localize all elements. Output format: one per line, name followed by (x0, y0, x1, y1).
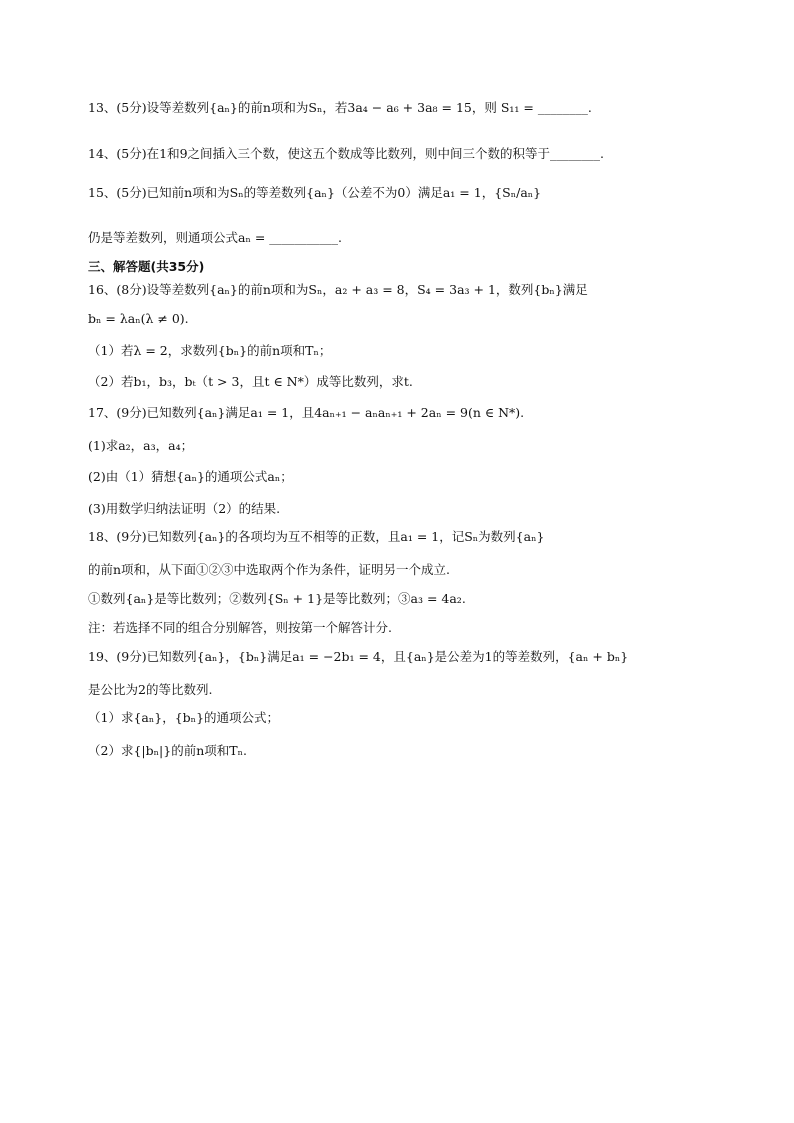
question-17-part-3: (3)用数学归纳法证明（2）的结果. (88, 501, 281, 516)
question-16-part-1: （1）若λ = 2，求数列{bₙ}的前n项和Tₙ； (88, 343, 332, 358)
question-18-options: ①数列{aₙ}是等比数列；②数列{Sₙ + 1}是等比数列；③a₃ = 4a₂. (88, 591, 466, 606)
question-13: 13、(5分)设等差数列{aₙ}的前n项和为Sₙ，若3a₄ − a₆ + 3a₈ = 15，则 S₁₁ = ________. (88, 100, 592, 115)
question-18: 18、(9分)已知数列{aₙ}的各项均为互不相等的正数，且a₁ = 1，记Sₙ为数列{aₙ} (88, 529, 545, 544)
question-15: 15、(5分)已知前n项和为Sₙ的等差数列{aₙ}（公差不为0）满足a₁ = 1，{Sₙ/aₙ} (88, 185, 542, 200)
question-14: 14、(5分)在1和9之间插入三个数，使这五个数成等比数列，则中间三个数的积等于________. (88, 146, 604, 161)
question-19: 19、(9分)已知数列{aₙ}，{bₙ}满足a₁ = −2b₁ = 4，且{aₙ}是公差为1的等差数列，{aₙ + bₙ} (88, 649, 629, 664)
question-19-part-2: （2）求{|bₙ|}的前n项和Tₙ. (88, 743, 247, 758)
question-17-part-2: (2)由（1）猜想{aₙ}的通项公式aₙ； (88, 469, 293, 484)
question-15-continued: 仍是等差数列，则通项公式aₙ = ___________. (88, 230, 343, 245)
question-19-part-1: （1）求{aₙ}，{bₙ}的通项公式； (88, 710, 280, 725)
question-18-continued: 的前n项和，从下面①②③中选取两个作为条件，证明另一个成立. (88, 562, 451, 577)
section-heading: 三、解答题(共35分) (88, 259, 205, 274)
question-19-continued: 是公比为2的等比数列. (88, 682, 213, 697)
question-16-part-2: （2）若b₁，b₃，bₜ（t > 3，且t ∈ N*）成等比数列，求t. (88, 374, 413, 389)
question-16: 16、(8分)设等差数列{aₙ}的前n项和为Sₙ，a₂ + a₃ = 8，S₄ = 3a₃ + 1，数列{bₙ}满足 (88, 282, 588, 297)
question-18-note: 注：若选择不同的组合分别解答，则按第一个解答计分. (88, 620, 392, 635)
question-17-part-1: (1)求a₂，a₃，a₄； (88, 438, 194, 453)
question-17: 17、(9分)已知数列{aₙ}满足a₁ = 1，且4aₙ₊₁ − aₙaₙ₊₁ + 2aₙ = 9(n ∈ N*). (88, 405, 525, 420)
question-16-condition: bₙ = λaₙ(λ ≠ 0). (88, 311, 189, 326)
